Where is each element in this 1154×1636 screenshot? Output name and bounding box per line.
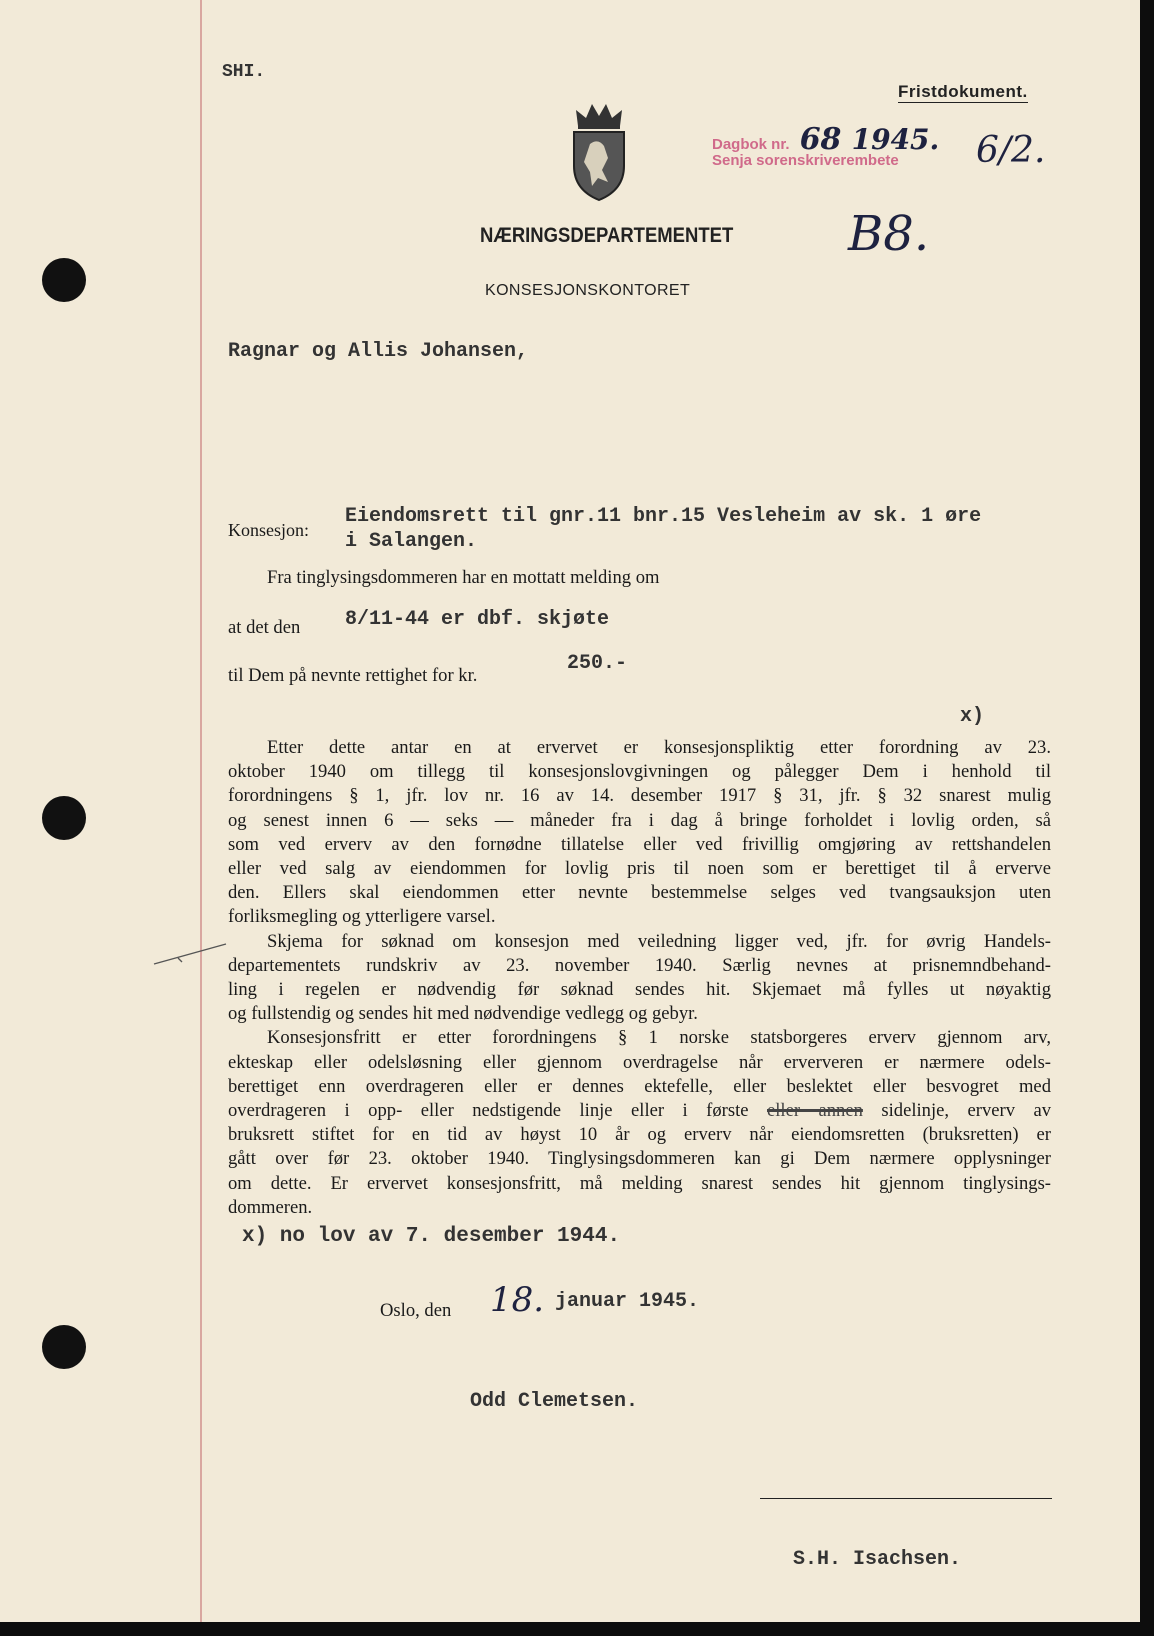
stamp-court: Senja sorenskriverembete (712, 152, 899, 169)
recipient: Ragnar og Allis Johansen, (228, 340, 529, 363)
p3-line: bruksrett stiftet for en tid av høyst 10 år og erverv når eiendomsretten (bruksretten) er (228, 1124, 1051, 1146)
struck-text: eller annen (767, 1100, 863, 1122)
p1-line: den. Ellers skal eiendommen etter nevnte bestemmelse selges ved tvangsauksjon uten (228, 882, 1051, 904)
signature-line (760, 1498, 1052, 1499)
p3-line: Konsesjonsfritt er etter forordningens § 1 norske statsborgeres erverv gjennom arv, (267, 1027, 1051, 1049)
signer-2: S.H. Isachsen. (793, 1548, 962, 1571)
x-mark: x) (960, 705, 985, 728)
intro-line2-prefix: at det den (228, 617, 301, 638)
p1-line: oktober 1940 om tillegg til konsesjonslovgivningen og pålegger Dem i henhold til (228, 761, 1051, 783)
p2-line: ling i regelen er nødvendig før søknad sendes hit. Skjemaet må fylles ut nøyaktig (228, 979, 1051, 1001)
stamp-year: 1945. (851, 123, 940, 156)
footnote: x) no lov av 7. desember 1944. (242, 1225, 621, 1248)
reference-code: SHI. (222, 62, 266, 82)
pencil-mark-icon (150, 938, 230, 968)
p2-line: departementets rundskriv av 23. november 1940. Særlig nevnes at prisnemndbehand- (228, 954, 1051, 976)
place-prefix: Oslo, den (380, 1300, 452, 1321)
konsesjon-label: Konsesjon: (228, 520, 309, 540)
p3-line-struck (228, 1099, 1051, 1123)
p1-line: eller ved salg av eiendommen for lovlig pris til noen som er berettiget til å erverve (228, 858, 1051, 880)
p3-line: gått over før 23. oktober 1940. Tinglysingsdommeren kan gi Dem nærmere opplysninger (228, 1148, 1051, 1170)
punch-hole (42, 258, 86, 302)
intro-amount: 250.- (567, 652, 628, 675)
p3-line4-after: sidelinje, erverv av (881, 1100, 1052, 1122)
intro-line2-filled: 8/11-44 er dbf. skjøte (345, 608, 610, 631)
closing-day: 18. (490, 1280, 545, 1320)
punch-hole (42, 796, 86, 840)
margin-rule (200, 0, 202, 1622)
p3-line4-before: overdrageren i opp- eller nedstigende linje eller i første (228, 1100, 749, 1122)
p2-line: og fullstendig og sendes hit med nødvendige vedlegg og gebyr. (228, 1003, 698, 1025)
p1-line: forliksmegling og ytterligere varsel. (228, 906, 496, 928)
department-title: NÆRINGSDEPARTEMENTET (480, 224, 734, 247)
p3-line: dommeren. (228, 1196, 313, 1218)
p1-line: Etter dette antar en at ervervet er konsesjonspliktig etter forordning av 23. (267, 737, 1051, 758)
handwritten-mark: B8. (848, 206, 930, 262)
fristdokument-label: Fristdokument. (898, 82, 1028, 101)
konsesjon-line2: i Salangen. (345, 530, 478, 553)
p3-line: berettiget enn overdrageren eller er dennes ektefelle, eller beslektet eller besvogret med (228, 1075, 1051, 1097)
konsesjon-line1: Eiendomsrett til gnr.11 bnr.15 Vesleheim av sk. 1 øre (345, 505, 982, 528)
stamp-label: Dagbok nr. (712, 136, 790, 153)
p1-line: som ved erverv av den fornødne tillatelse eller ved frivillig omgjøring av rettshandelen (228, 833, 1051, 855)
coat-of-arms-icon (568, 100, 630, 202)
p3-line: ekteskap eller odelsløsning eller gjennom overdragelse når erververen er nærmere odels- (228, 1051, 1051, 1073)
body-text (228, 736, 1051, 1220)
signer-1: Odd Clemetsen. (470, 1390, 639, 1413)
office-title: KONSESJONSKONTORET (485, 282, 691, 299)
intro-line1: Fra tinglysingsdommeren har en mottatt melding om (267, 567, 660, 588)
handwritten-date: 6/2. (976, 130, 1046, 171)
p1-line: forordningens § 1, jfr. lov nr. 16 av 14. desember 1917 § 31, jfr. § 32 snarest mulig (228, 785, 1051, 807)
p3-line: om dette. Er ervervet konsesjonsfritt, må melding snarest sendes hit gjennom tinglysings- (228, 1172, 1051, 1194)
p2-line: Skjema for søknad om konsesjon med veiledning ligger ved, jfr. for øvrig Handels- (267, 930, 1051, 952)
punch-hole (42, 1325, 86, 1369)
closing-month-year: januar 1945. (555, 1290, 700, 1313)
p1-line: og senest innen 6 — seks — måneder fra i dag å bringe forholdet i lovlig orden, så (228, 809, 1051, 831)
stamp-number: 68 (799, 122, 842, 157)
intro-line3-prefix: til Dem på nevnte rettighet for kr. (228, 665, 478, 686)
